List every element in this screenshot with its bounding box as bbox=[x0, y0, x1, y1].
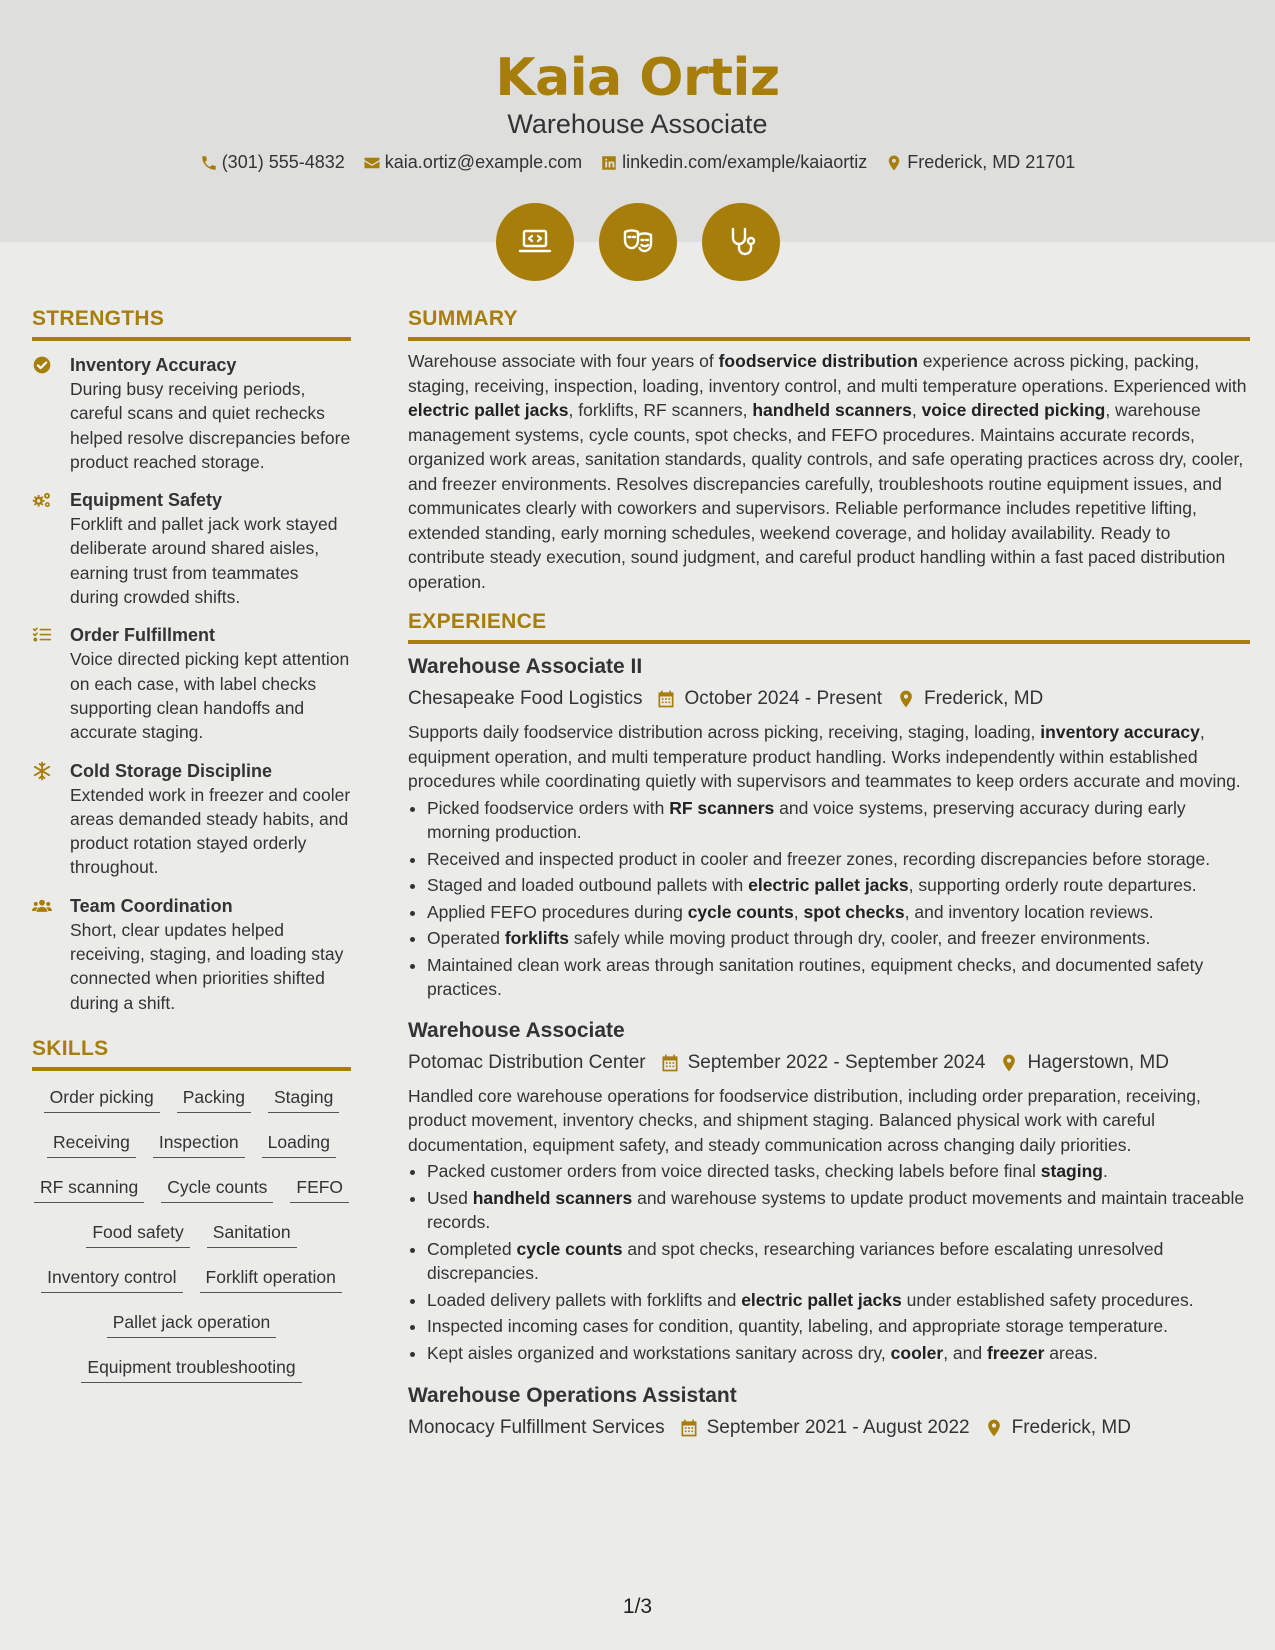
strength-title: Team Coordination bbox=[70, 895, 233, 916]
job-bullet: • Applied FEFO procedures during cycle counts, spot checks, and inventory location reviews. bbox=[427, 900, 1250, 925]
skill-tag: Sanitation bbox=[207, 1220, 297, 1248]
strength-item bbox=[32, 488, 351, 609]
right-column bbox=[408, 307, 1250, 1443]
email-text: kaia.ortiz@example.com bbox=[384, 152, 583, 172]
job-location: Frederick, MD bbox=[923, 688, 1044, 709]
job-description: Supports daily foodservice distribution across picking, receiving, staging, loading, inventory accuracy, equipment operation, and multi temperature product handling. Works independently within established procedures while coordinating quietly with supervisors and teammates to keep orders accurate and moving. bbox=[408, 722, 1241, 791]
skills-heading: SKILLS bbox=[32, 1037, 351, 1071]
skill-tag: Forklift operation bbox=[200, 1265, 342, 1293]
strength-desc: Voice directed picking kept attention on each case, with label checks supporting clean handoffs and accurate staging. bbox=[70, 649, 350, 743]
strength-desc: Extended work in freezer and cooler areas demanded steady habits, and product rotation stayed orderly throughout. bbox=[70, 784, 351, 878]
job-meta bbox=[408, 1048, 1250, 1078]
strength-item bbox=[32, 623, 351, 744]
skill-tag: RF scanning bbox=[34, 1175, 144, 1203]
contact-phone[interactable] bbox=[200, 152, 345, 173]
job-entry bbox=[408, 652, 1250, 1002]
experience-heading: EXPERIENCE bbox=[408, 610, 1250, 644]
strength-item bbox=[32, 353, 351, 474]
interest-circle bbox=[599, 203, 677, 281]
job-bullet: • Kept aisles organized and workstations sanitary across dry, cooler, and freezer areas. bbox=[427, 1341, 1250, 1366]
skill-row bbox=[32, 1130, 351, 1175]
job-company: Monocacy Fulfillment Services bbox=[408, 1417, 665, 1438]
job-bullet: • Received and inspected product in cooler and freezer zones, recording discrepancies before storage. bbox=[427, 847, 1250, 872]
contact-email[interactable] bbox=[363, 152, 582, 173]
interest-icons bbox=[0, 203, 1275, 281]
job-bullet: • Completed cycle counts and spot checks, researching variances before escalating unresolved discrepancies. bbox=[427, 1237, 1250, 1286]
job-dates: September 2021 - August 2022 bbox=[706, 1417, 970, 1438]
calendar-icon bbox=[660, 1053, 680, 1073]
snowflake-icon bbox=[32, 761, 52, 781]
job-location: Hagerstown, MD bbox=[1027, 1051, 1169, 1073]
strength-title: Order Fulfillment bbox=[70, 625, 216, 646]
skill-tag: Loading bbox=[262, 1130, 336, 1158]
job-bullet: • Used handheld scanners and warehouse systems to update product movements and maintain traceable records. bbox=[427, 1186, 1250, 1235]
map-pin-icon bbox=[896, 689, 916, 709]
interest-circle bbox=[496, 203, 574, 281]
strength-desc: During busy receiving periods, careful scans and quiet rechecks helped resolve discrepancies before product reached storage. bbox=[70, 379, 351, 472]
skill-tag: Packing bbox=[177, 1085, 251, 1113]
skill-tag: FEFO bbox=[290, 1175, 349, 1203]
calendar-icon bbox=[679, 1418, 699, 1438]
skill-tag: Equipment troubleshooting bbox=[81, 1355, 301, 1383]
job-bullet: • Picked foodservice orders with RF scanners and voice systems, preserving accuracy during early morning production. bbox=[427, 796, 1250, 845]
left-column bbox=[32, 307, 351, 1400]
skill-row bbox=[32, 1310, 351, 1355]
job-bullets bbox=[408, 796, 1250, 1002]
job-entry bbox=[408, 1016, 1250, 1366]
job-bullet: • Staged and loaded outbound pallets with electric pallet jacks, supporting orderly route departures. bbox=[427, 873, 1250, 898]
page-number: 1/3 bbox=[622, 1595, 653, 1618]
skill-row bbox=[32, 1355, 351, 1400]
job-bullet: • Packed customer orders from voice directed tasks, checking labels before final staging. bbox=[427, 1159, 1250, 1184]
job-title: Warehouse Operations Assistant bbox=[408, 1384, 737, 1407]
job-title: Warehouse Associate bbox=[408, 1018, 625, 1042]
job-dates: September 2022 - September 2024 bbox=[687, 1051, 986, 1073]
stethoscope-icon bbox=[721, 222, 761, 262]
skill-tag: Inventory control bbox=[41, 1265, 182, 1293]
calendar-icon bbox=[656, 689, 676, 709]
skill-tag: Order picking bbox=[44, 1085, 160, 1113]
job-company: Chesapeake Food Logistics bbox=[408, 688, 643, 709]
strength-item bbox=[32, 894, 351, 1015]
strength-title: Equipment Safety bbox=[70, 490, 223, 511]
job-description: Handled core warehouse operations for foodservice distribution, including order preparation, receiving, product movement, inventory checks, and shipment staging. Balanced physical work with careful documentation, equipment safety, and steady communication across changing daily priorities. bbox=[408, 1085, 1201, 1155]
job-title: Warehouse Associate II bbox=[408, 655, 643, 678]
map-pin-icon bbox=[999, 1053, 1019, 1073]
job-bullet: • Inspected incoming cases for condition, quantity, labeling, and appropriate storage temperature. bbox=[427, 1314, 1250, 1339]
skill-tag: Inspection bbox=[153, 1130, 245, 1158]
job-entry bbox=[408, 1381, 1250, 1443]
check-circle-icon bbox=[32, 355, 52, 375]
contact-bar bbox=[0, 152, 1275, 173]
skill-tag: Staging bbox=[268, 1085, 339, 1113]
job-location: Frederick, MD bbox=[1011, 1417, 1131, 1438]
strength-title: Cold Storage Discipline bbox=[70, 760, 273, 781]
job-meta bbox=[408, 1413, 1250, 1443]
job-bullet: • Loaded delivery pallets with forklifts and electric pallet jacks under established safety procedures. bbox=[427, 1288, 1250, 1313]
linkedin-text: linkedin.com/example/kaiaortiz bbox=[622, 152, 868, 172]
strengths-list bbox=[32, 353, 351, 1015]
strength-desc: Forklift and pallet jack work stayed deliberate around shared aisles, earning trust from teammates during crowded shifts. bbox=[70, 514, 338, 608]
laptop-code-icon bbox=[515, 222, 555, 262]
theater-masks-icon bbox=[618, 222, 658, 262]
skill-tag: Food safety bbox=[86, 1220, 189, 1248]
map-pin-icon bbox=[885, 154, 903, 172]
summary-heading: SUMMARY bbox=[408, 307, 1250, 341]
contact-linkedin[interactable] bbox=[600, 152, 867, 173]
job-bullet: • Operated forklifts safely while moving product through dry, cooler, and freezer environments. bbox=[427, 926, 1250, 951]
phone-text: (301) 555-4832 bbox=[221, 152, 345, 172]
linkedin-icon bbox=[600, 154, 618, 172]
job-meta bbox=[408, 684, 1250, 714]
strength-item bbox=[32, 759, 351, 880]
candidate-name: Kaia Ortiz bbox=[495, 48, 780, 108]
job-bullet: • Maintained clean work areas through sanitation routines, equipment checks, and documented safety practices. bbox=[427, 953, 1250, 1002]
envelope-icon bbox=[363, 154, 381, 172]
strengths-heading: STRENGTHS bbox=[32, 307, 351, 341]
interest-circle bbox=[702, 203, 780, 281]
gears-icon bbox=[32, 490, 52, 510]
skill-tag: Receiving bbox=[47, 1130, 136, 1158]
skills-list bbox=[32, 1085, 351, 1400]
map-pin-icon bbox=[984, 1418, 1004, 1438]
strength-title: Inventory Accuracy bbox=[70, 355, 237, 375]
skill-row bbox=[32, 1265, 351, 1310]
job-bullets bbox=[408, 1159, 1250, 1365]
strength-desc: Short, clear updates helped receiving, staging, and loading stay connected when priorities shifted during a shift. bbox=[70, 919, 344, 1013]
phone-icon bbox=[200, 154, 218, 172]
summary-text: Warehouse associate with four years of foodservice distribution experience across picking, packing, staging, receiving, inspection, loading, inventory control, and multi temperature operations. Experienced with electric pallet jacks, forklifts, RF scanners, handheld scanners, voice directed picking, warehouse management systems, cycle counts, spot checks, and FEFO procedures. Maintains accurate records, organized work areas, sanitation standards, quality controls, and safe operating practices across dry, cooler, and freezer environments. Resolves discrepancies carefully, troubleshoots routine equipment issues, and communicates clearly with coworkers and supervisors. Reliable performance includes repetitive lifting, extended standing, early morning schedules, weekend coverage, and holiday availability. Ready to contribute steady execution, sound judgment, and careful product handling within a fast paced distribution operation. bbox=[408, 351, 1247, 592]
job-company: Potomac Distribution Center bbox=[408, 1051, 646, 1073]
skill-row bbox=[32, 1220, 351, 1265]
candidate-title: Warehouse Associate bbox=[507, 109, 768, 139]
job-list bbox=[408, 652, 1250, 1443]
skill-tag: Pallet jack operation bbox=[107, 1310, 277, 1338]
skill-tag: Cycle counts bbox=[161, 1175, 273, 1203]
location-text: Frederick, MD 21701 bbox=[907, 152, 1076, 172]
skill-row bbox=[32, 1175, 351, 1220]
skill-row bbox=[32, 1085, 351, 1130]
job-dates: October 2024 - Present bbox=[684, 688, 882, 709]
contact-location bbox=[885, 152, 1075, 173]
users-icon bbox=[32, 896, 52, 916]
list-check-icon bbox=[32, 625, 52, 645]
